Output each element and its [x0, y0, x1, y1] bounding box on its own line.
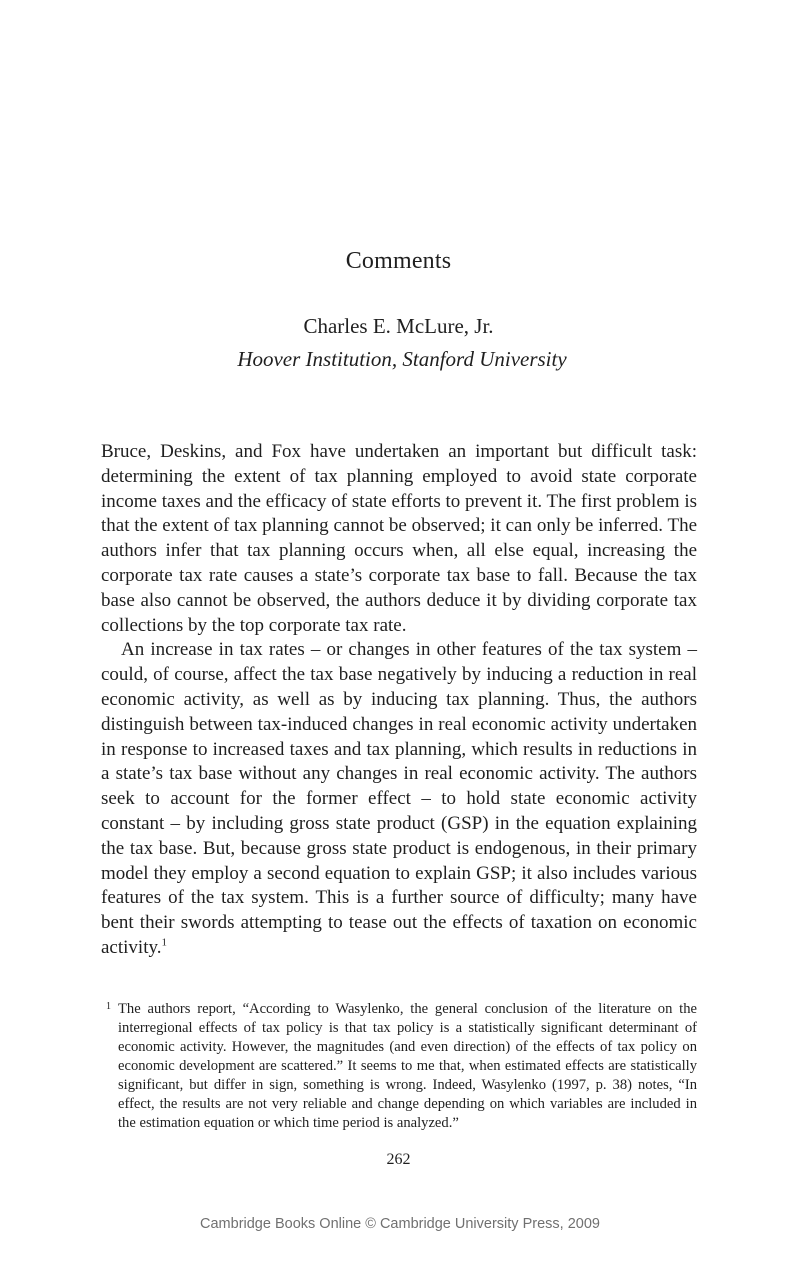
footnote-text: The authors report, “According to Wasylenko, the general conclusion of the literature on the interregional effects of tax policy is that tax policy is a statistically significant determinant of economic activity. However, the magnitudes (and even direction) of the effects of tax policy on economic development are scattered.” It seems to me that, when estimated effects are statistically significant, but differ in sign, something is wrong. Indeed, Wasylenko (1997, p. 38) notes, “In effect, the results are not very reliable and change depending on which variables are included in the estimation equation or which time period is analyzed.”	[118, 1001, 697, 1131]
author-name: Charles E. McLure, Jr.	[303, 314, 494, 338]
paragraph	[101, 638, 697, 960]
section-title: Comments	[345, 248, 452, 274]
copyright-notice: Cambridge Books Online © Cambridge University Press, 2009	[200, 1216, 600, 1232]
paragraph-text: An increase in tax rates – or changes in other features of the tax system – could, of course, affect the tax base negatively by inducing a reduction in real economic activity, as well as by inducing tax planning. Thus, the authors distinguish between tax-induced changes in real economic activity undertaken in response to increased taxes and tax planning, which results in reductions in a state’s tax base without any changes in real economic activity. The authors seek to account for the former effect – to hold state economic activity constant – by including gross state product (GSP) in the equation explaining the tax base. But, because gross state product is endogenous, in their primary model they employ a second equation to explain GSP; it also includes various features of the tax system. This is a further source of difficulty; many have bent their swords attempting to tease out the effects of taxation on economic activity.	[101, 639, 697, 958]
footnote-reference[interactable]: 1	[161, 936, 167, 949]
paragraph: Bruce, Deskins, and Fox have undertaken an important but difficult task: determining the extent of tax planning employed to avoid state corporate income taxes and the efficacy of state efforts to prevent it. The first problem is that the extent of tax planning cannot be observed; it can only be inferred. The authors infer that tax planning occurs when, all else equal, increasing the corporate tax rate causes a state’s corporate tax base to fall. Because the tax base also cannot be observed, the authors deduce it by dividing corporate tax collections by the top corporate tax rate.	[101, 441, 697, 636]
footnote-number: 1	[106, 1001, 111, 1012]
author-affiliation: Hoover Institution, Stanford University	[237, 347, 567, 371]
body-text	[101, 440, 697, 961]
footnote	[101, 1000, 697, 1133]
page-number: 262	[386, 1151, 411, 1168]
